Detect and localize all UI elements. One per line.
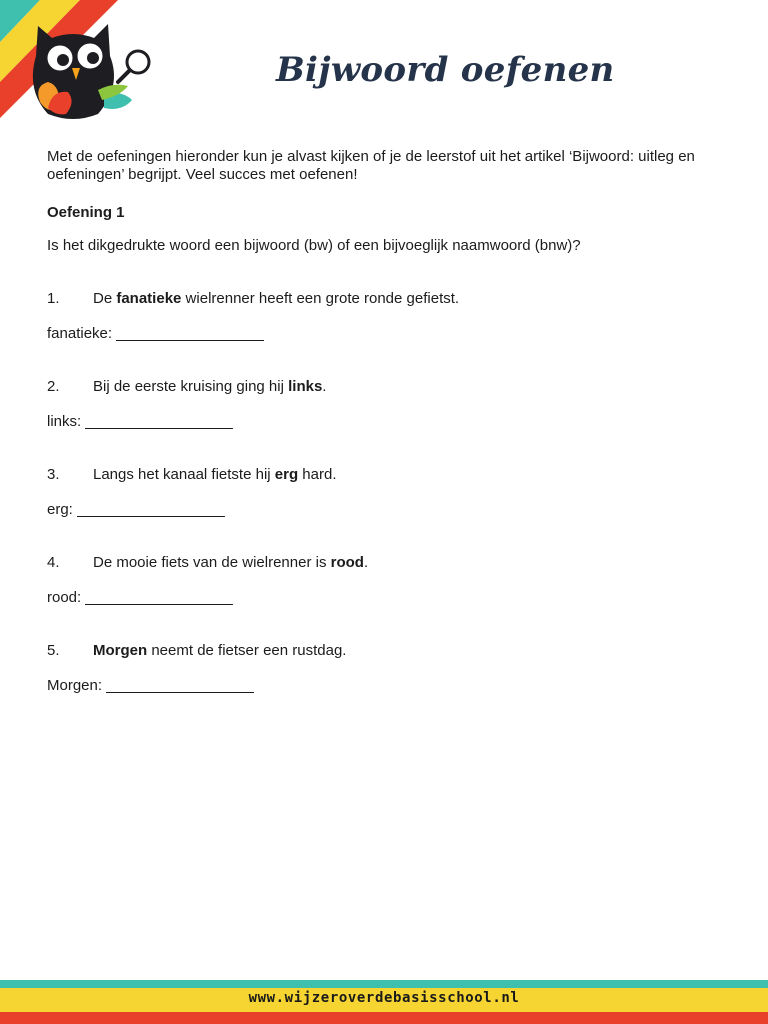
bold-word: links [288,378,323,395]
footer-band [0,980,768,1024]
answer-line [47,413,737,431]
answer-blank[interactable] [85,427,233,429]
item-number: 2. [47,378,60,395]
item-sentence: De mooie fiets van de wielrenner is rood. [93,554,369,571]
item-number: 1. [47,290,60,307]
answer-blank[interactable] [77,515,225,517]
answer-line [47,325,737,343]
footer-stripe-teal [0,980,768,988]
item-sentence: Langs het kanaal fietste hij erg hard. [93,466,337,483]
item-sentence: De fanatieke wielrenner heeft een grote ronde gefietst. [93,290,460,307]
bold-word: fanatieke [116,290,182,307]
answer-label: links: [47,413,82,430]
answer-blank[interactable] [106,691,254,693]
answer-label: erg: [47,501,73,518]
exercise-title: Oefening 1 [47,204,125,221]
answer-line [47,501,737,519]
exercise-item [47,466,737,484]
item-number: 5. [47,642,60,659]
owl-logo-icon [18,16,158,124]
item-sentence: Morgen neemt de fietser een rustdag. [93,642,347,659]
bold-word: rood [330,554,364,571]
exercise-item [47,554,737,572]
answer-label: fanatieke: [47,325,113,342]
exercise-item [47,290,737,308]
exercise-item [47,378,737,396]
exercise-item [47,642,737,660]
answer-blank[interactable] [116,339,264,341]
intro-text: Met de oefeningen hieronder kun je alvast kijken of je de leerstof uit het artikel ‘Bijwoord: uitleg en oefeningen’ begrijpt. Veel succes met oefenen! [47,148,695,183]
item-sentence: Bij de eerste kruising ging hij links. [93,378,327,395]
worksheet-body [47,148,737,695]
item-number: 3. [47,466,60,483]
answer-line [47,677,737,695]
answer-line [47,589,737,607]
exercise-items [47,290,737,695]
answer-label: rood: [47,589,82,606]
answer-label: Morgen: [47,677,103,694]
page-title: Bijwoord oefenen [276,50,615,90]
answer-blank[interactable] [85,603,233,605]
item-number: 4. [47,554,60,571]
footer-website-link[interactable]: www.wijzeroverdebasisschool.nl [248,990,520,1006]
footer-stripe-red [0,1012,768,1024]
bold-word: Morgen [93,642,148,659]
bold-word: erg [274,466,299,483]
exercise-question: Is het dikgedrukte woord een bijwoord (bw) of een bijvoeglijk naamwoord (bnw)? [47,237,581,254]
